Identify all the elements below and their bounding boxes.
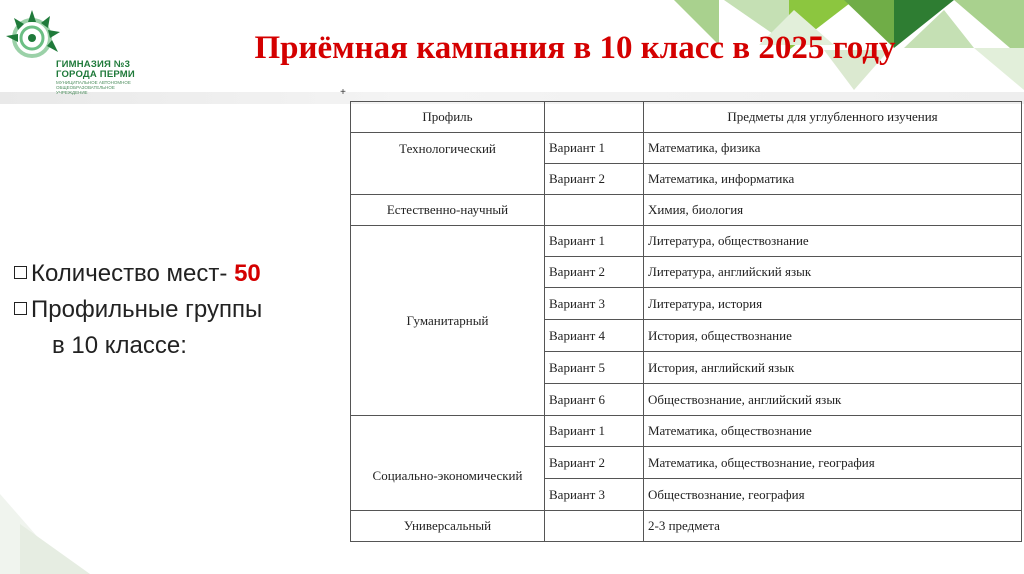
header-variant <box>545 102 644 133</box>
subjects-cell: Обществознание, английский язык <box>644 384 1022 416</box>
subjects-cell: Математика, физика <box>644 133 1022 164</box>
logo-text <box>56 60 146 95</box>
variant-cell: Вариант 4 <box>545 320 644 352</box>
subjects-cell: Химия, биология <box>644 195 1022 226</box>
variant-cell: Вариант 2 <box>545 257 644 288</box>
variant-cell <box>545 511 644 542</box>
table-move-handle-icon: + <box>340 88 347 99</box>
variant-cell: Вариант 2 <box>545 164 644 195</box>
header-subjects: Предметы для углубленного изучения <box>644 102 1022 133</box>
subjects-cell: История, обществознание <box>644 320 1022 352</box>
subjects-cell: Математика, обществознание <box>644 416 1022 447</box>
subjects-cell: Литература, обществознание <box>644 226 1022 257</box>
subjects-cell: История, английский язык <box>644 352 1022 384</box>
variant-cell <box>545 195 644 226</box>
subjects-cell: Обществознание, география <box>644 479 1022 511</box>
variant-cell: Вариант 5 <box>545 352 644 384</box>
profile-uni: Универсальный <box>351 511 545 542</box>
table-row <box>351 226 1022 257</box>
checkbox-bullet-icon <box>14 302 27 315</box>
table-row <box>351 133 1022 164</box>
table-row <box>351 416 1022 447</box>
profile-table <box>350 101 1022 542</box>
info-bullets <box>14 256 262 364</box>
subjects-cell: Литература, история <box>644 288 1022 320</box>
subjects-cell: Математика, обществознание, география <box>644 447 1022 479</box>
school-logo <box>6 8 146 95</box>
table-row <box>351 511 1022 542</box>
header-profile: Профиль <box>351 102 545 133</box>
subjects-cell: 2-3 предмета <box>644 511 1022 542</box>
table-row <box>351 195 1022 226</box>
variant-cell: Вариант 1 <box>545 133 644 164</box>
bullet-places <box>14 256 262 292</box>
profile-nat: Естественно-научный <box>351 195 545 226</box>
profile-tech: Технологический <box>351 133 545 195</box>
bullet-groups <box>14 292 262 328</box>
groups-label: Профильные группы <box>31 296 263 323</box>
variant-cell: Вариант 1 <box>545 226 644 257</box>
variant-cell: Вариант 3 <box>545 288 644 320</box>
checkbox-bullet-icon <box>14 266 27 279</box>
places-value: 50 <box>234 260 261 287</box>
variant-cell: Вариант 1 <box>545 416 644 447</box>
subjects-cell: Математика, информатика <box>644 164 1022 195</box>
variant-cell: Вариант 6 <box>545 384 644 416</box>
profile-hum: Гуманитарный <box>351 226 545 416</box>
profile-soc: Социально-экономический <box>351 416 545 511</box>
logo-subtitle-2: ОБЩЕОБРАЗОВАТЕЛЬНОЕ УЧРЕЖДЕНИЕ <box>56 85 115 95</box>
decorative-corner <box>0 464 160 574</box>
logo-name: ГИМНАЗИЯ №3 <box>56 59 131 70</box>
variant-cell: Вариант 2 <box>545 447 644 479</box>
groups-label-cont: в 10 классе: <box>52 332 187 359</box>
logo-city: ГОРОДА ПЕРМИ <box>56 69 135 80</box>
places-label: Количество мест- <box>31 260 235 287</box>
logo-subtitle-1: МУНИЦИПАЛЬНОЕ АВТОНОМНОЕ <box>56 80 131 85</box>
table-header-row <box>351 102 1022 133</box>
subjects-cell: Литература, английский язык <box>644 257 1022 288</box>
variant-cell: Вариант 3 <box>545 479 644 511</box>
page-title: Приёмная кампания в 10 класс в 2025 году <box>254 30 896 66</box>
